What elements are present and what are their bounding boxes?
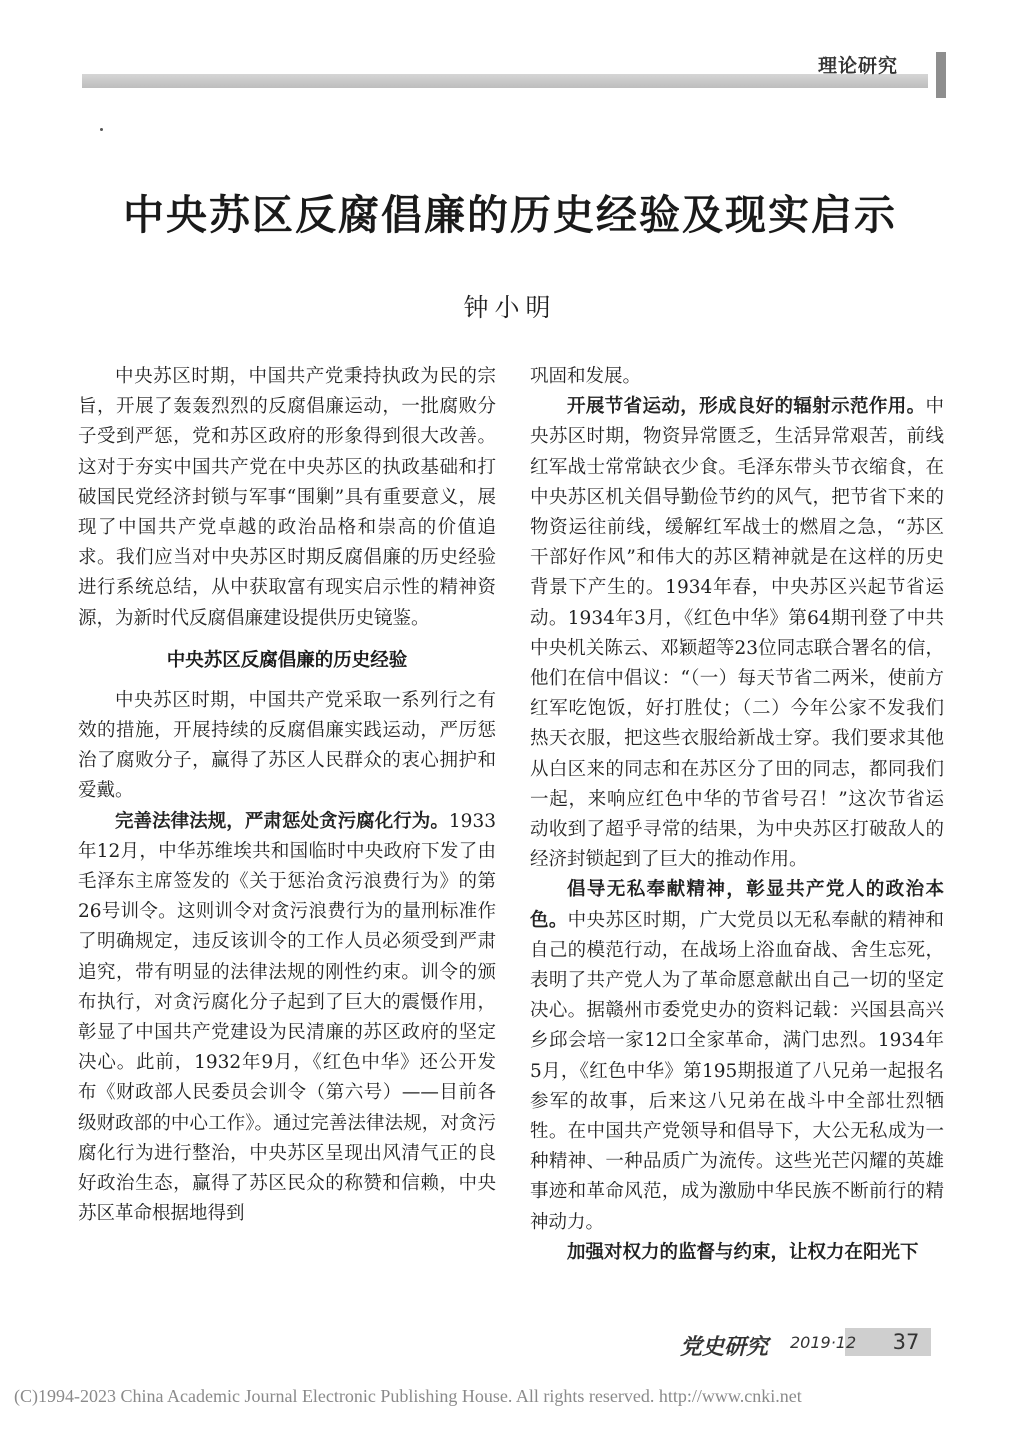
paragraph-lead: 加强对权力的监督与约束，让权力在阳光下	[567, 1241, 919, 1263]
paragraph-lead: 倡导无私奉献精神，彰显共产党人的政治本色。	[530, 879, 944, 931]
stray-dot	[100, 128, 103, 131]
article-title: 中央苏区反腐倡廉的历史经验及现实启示	[123, 191, 897, 239]
journal-logo: 党史研究	[680, 1334, 769, 1360]
section-heading: 中央苏区反腐倡廉的历史经验	[166, 649, 408, 671]
body-paragraph	[530, 875, 944, 1237]
header-rule	[82, 74, 928, 88]
paragraph-lead: 开展节省运动，形成良好的辐射示范作用。	[567, 396, 926, 418]
body-paragraph: 中央苏区时期，中国共产党采取一系列行之有效的措施，开展持续的反腐倡廉实践运动，严厉惩治了腐败分子，赢得了苏区人民群众的衷心拥护和爱戴。	[78, 689, 496, 802]
left-column	[78, 362, 496, 1229]
body-paragraph	[530, 1238, 944, 1268]
issue-number: 2019·12	[790, 1333, 857, 1352]
paragraph-lead: 完善法律法规，严肃惩处贪污腐化行为。	[115, 810, 449, 832]
paragraph-text: 1933年12月，中华苏维埃共和国临时中央政府下发了由毛泽东主席签发的《关于惩治贪污浪费行为》的第26号训令。这则训令对贪污浪费行为的量刑标准作了明确规定，违反该训令的工作人员必须受到严肃追究，带有明显的法律法规的刚性约束。训令的颁布执行，对贪污腐化分子起到了巨大的震慑作用，彰显了中国共产党建设为民清廉的苏区政府的坚定决心。此前，1932年9月，《红色中华》还公开发布《财政部人民委员会训令（第六号）——目前各级财政部的中心工作》。通过完善法律法规，对贪污腐化行为进行整治，中央苏区呈现出风清气正的良好政治生态，赢得了苏区民众的称赞和信赖，中央苏区革命根据地得到	[78, 810, 496, 1225]
article-author: 钟小明	[463, 293, 557, 322]
paragraph-text: 中央苏区时期，广大党员以无私奉献的精神和自己的模范行动，在战场上浴血奋战、舍生忘死，表明了共产党人为了革命愿意献出自己一切的坚定决心。据赣州市委党史办的资料记载：兴国县高兴乡邱会培一家12口全家革命，满门忠烈。1934年5月，《红色中华》第195期报道了八兄弟一起报名参军的故事，后来这八兄弟在战斗中全部壮烈牺牲。在中国共产党领导和倡导下，大公无私成为一种精神、一种品质广为流传。这些光芒闪耀的英雄事迹和革命风范，成为激励中华民族不断前行的精神动力。	[530, 909, 944, 1233]
header-side-bar	[936, 52, 946, 98]
intro-paragraph: 中央苏区时期，中国共产党秉持执政为民的宗旨，开展了轰轰烈烈的反腐倡廉运动，一批腐败分子受到严惩，党和苏区政府的形象得到很大改善。这对于夯实中国共产党在中央苏区的执政基础和打破国民党经济封锁与军事“围剿”具有重要意义，展现了中国共产党卓越的政治品格和崇高的价值追求。我们应当对中央苏区时期反腐倡廉的历史经验进行系统总结，从中获取富有现实启示性的精神资源，为新时代反腐倡廉建设提供历史镜鉴。	[78, 366, 496, 629]
paragraph-text: 中央苏区时期，物资异常匮乏，生活异常艰苦，前线红军战士常常缺衣少食。毛泽东带头节衣缩食，在中央苏区机关倡导勤俭节约的风气，把节省下来的物资运往前线，缓解红军战士的燃眉之急，“苏区干部好作风”和伟大的苏区精神就是在这样的历史背景下产生的。1934年春，中央苏区兴起节省运动。1934年3月，《红色中华》第64期刊登了中共中央机关陈云、邓颖超等23位同志联合署名的信，他们在信中倡议：“（一）每天节省二两米，使前方红军吃饱饭，好打胜仗；（二）今年公家不发我们热天衣服，把这些衣服给新战士穿。我们要求其他从白区来的同志和在苏区分了田的同志，都同我们一起，来响应红色中华的节省号召！”这次节省运动收到了超乎寻常的结果，为中央苏区打破敌人的经济封锁起到了巨大的推动作用。	[530, 396, 944, 871]
body-paragraph	[78, 807, 496, 1230]
copyright-line: (C)1994-2023 China Academic Journal Electronic Publishing House. All rights reserved. http://www.cnki.net	[14, 1386, 802, 1406]
body-paragraph	[530, 392, 944, 875]
continued-text: 巩固和发展。	[530, 366, 642, 387]
page-number: 37	[892, 1330, 920, 1354]
right-column	[530, 362, 944, 1268]
section-tag: 理论研究	[818, 55, 899, 77]
